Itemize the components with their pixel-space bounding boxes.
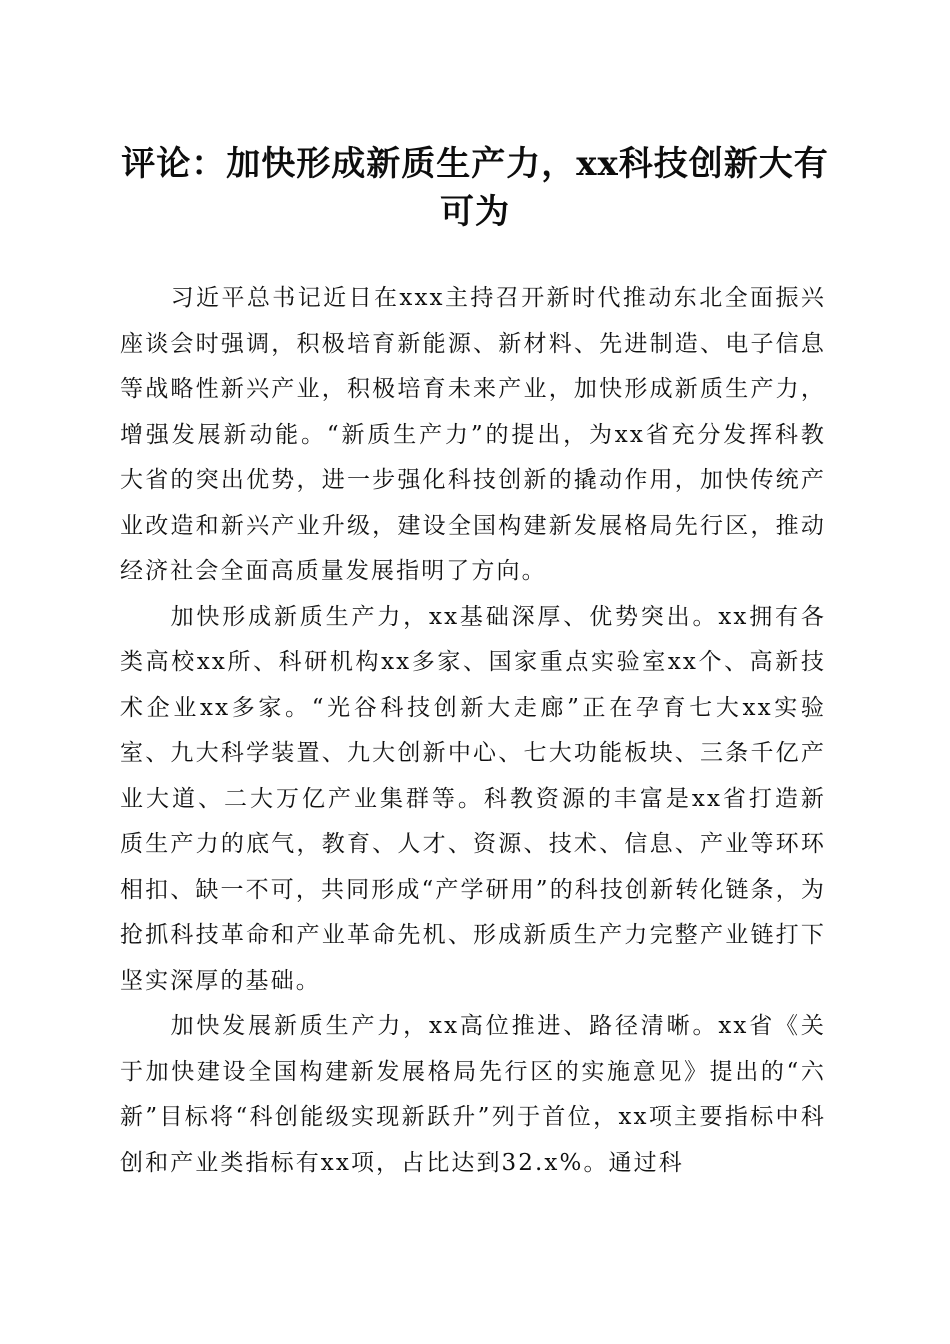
paragraph-3: 加快发展新质生产力，xx高位推进、路径清晰。xx省《关于加快建设全国构建新发展格局先行区的实施意见》提出的“六新”目标将“科创能级实现新跃升”列于首位，xx项主要指标中科创和产业类指标有xx项，占比达到32.x%。通过科 <box>120 1013 826 1176</box>
paragraph-2: 加快形成新质生产力，xx基础深厚、优势突出。xx拥有各类高校xx所、科研机构xx多家、国家重点实验室xx个、高新技术企业xx多家。“光谷科技创新大走廊”正在孕育七大xx实验室、九大科学装置、九大创新中心、七大功能板块、三条千亿产业大道、二大万亿产业集群等。科教资源的丰富是xx省打造新质生产力的底气，教育、人才、资源、技术、信息、产业等环环相扣、缺一不可，共同形成“产学研用”的科技创新转化链条，为抢抓科技革命和产业革命先机、形成新质生产力完整产业链打下坚实深厚的基础。 <box>120 603 826 994</box>
paragraph-1: 习近平总书记近日在xxx主持召开新时代推动东北全面振兴座谈会时强调，积极培育新能源、新材料、先进制造、电子信息等战略性新兴产业，积极培育未来产业，加快形成新质生产力，增强发展新动能。“新质生产力”的提出，为xx省充分发挥科教大省的突出优势，进一步强化科技创新的撬动作用，加快传统产业改造和新兴产业升级，建设全国构建新发展格局先行区，推动经济社会全面高质量发展指明了方向。 <box>120 285 826 584</box>
article-title: 评论：加快形成新质生产力，xx科技创新大有可为 <box>121 144 829 232</box>
article-body <box>120 276 826 1186</box>
